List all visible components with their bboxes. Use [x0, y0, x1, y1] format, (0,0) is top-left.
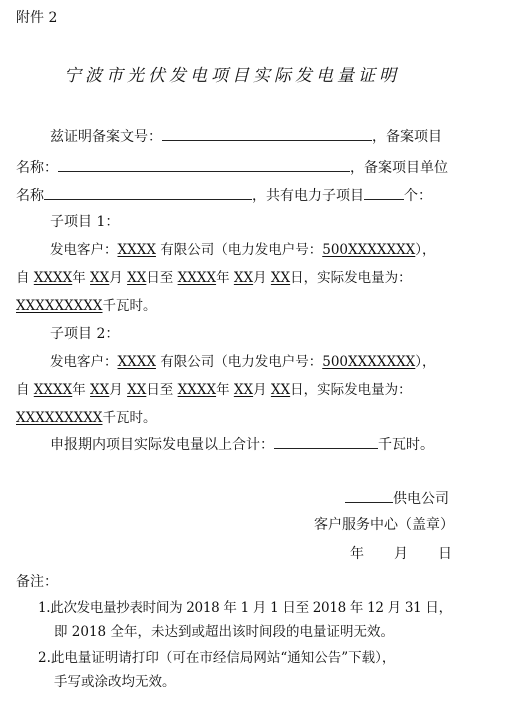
company-name: XXXX — [117, 242, 156, 258]
period-from: 自 — [16, 382, 34, 398]
company-name: XXXX — [117, 354, 156, 370]
end-day: XX — [270, 270, 291, 286]
notes-label: 备注： — [16, 574, 58, 590]
account-number: 500XXXXXXX — [322, 354, 416, 370]
tail-text: 日，实际发电量为： — [290, 270, 412, 286]
date-line — [350, 544, 452, 564]
start-month: XX — [90, 382, 110, 398]
account-number: 500XXXXXXX — [322, 242, 416, 258]
note-2-line-1: 2.此电量证明请打印（可在市经信局网站“通知公告”下载）， — [38, 650, 396, 666]
unit-name-label: 名称 — [16, 188, 44, 204]
subitem-1-customer-line — [50, 240, 436, 260]
supplier-company-field[interactable] — [345, 488, 393, 503]
subitem-1-period-line — [16, 268, 412, 288]
year-text: 年 — [72, 270, 86, 286]
date-year: 年 — [350, 546, 364, 562]
supplier-company-line — [345, 488, 449, 509]
start-year: XXXX — [33, 270, 73, 286]
total-label: 申报期内项目实际发电量以上合计： — [50, 437, 274, 453]
year-text: 年 — [72, 382, 86, 398]
total-field[interactable] — [274, 434, 378, 449]
start-day: XX — [127, 382, 147, 398]
customer-suffix: ）， — [415, 354, 436, 370]
customer-label: 发电客户： — [50, 354, 118, 370]
intro-line-2 — [16, 157, 448, 178]
note-1-line-2: 即 2018 全年，未达到或超出该时间段的电量证明无效。 — [54, 624, 394, 640]
subitem-2-customer-line — [50, 352, 436, 372]
project-unit-label-part1: ，备案项目单位 — [350, 160, 448, 176]
company-mid: 有限公司（电力发电户号： — [155, 354, 323, 370]
energy-amount: XXXXXXXXX — [16, 298, 103, 314]
start-month: XX — [90, 270, 110, 286]
customer-label: 发电客户： — [50, 242, 118, 258]
month-text: 月 — [109, 382, 123, 398]
note-1-line-1: 1.此次发电量抄表时间为 2018 年 1 月 1 日至 2018 年 12 月 31 日， — [38, 600, 452, 616]
attachment-label: 附件 2 — [16, 10, 58, 26]
day-to-text: 日至 — [146, 270, 174, 286]
subitem-1-amount-line — [16, 296, 157, 316]
end-month: XX — [233, 270, 254, 286]
month-text: 月 — [109, 270, 123, 286]
subitem-2-heading: 子项目 2： — [50, 326, 120, 342]
end-year: XXXX — [177, 382, 217, 398]
filing-number-field[interactable] — [162, 126, 372, 141]
project-name-field[interactable] — [58, 157, 350, 172]
subitem-2-amount-line — [16, 408, 157, 428]
company-mid: 有限公司（电力发电户号： — [155, 242, 323, 258]
period-from: 自 — [16, 270, 34, 286]
month-text-2: 月 — [253, 382, 267, 398]
day-to-text: 日至 — [146, 382, 174, 398]
subitem-count-field[interactable] — [364, 185, 404, 200]
total-unit: 千瓦时。 — [378, 437, 434, 453]
service-center-label: 客户服务中心（盖章） — [314, 517, 454, 533]
intro-line-1 — [50, 126, 442, 147]
energy-amount: XXXXXXXXX — [16, 410, 103, 426]
year-text-2: 年 — [216, 382, 230, 398]
start-year: XXXX — [33, 382, 73, 398]
project-name-label: 名称： — [16, 160, 58, 176]
subitem-2-period-line — [16, 380, 412, 400]
date-month: 月 — [394, 546, 408, 562]
tail-text: 日，实际发电量为： — [290, 382, 412, 398]
intro-line-3 — [16, 185, 432, 206]
subitem-count-label: ，共有电力子项目 — [252, 188, 364, 204]
subitem-count-suffix: 个： — [404, 188, 432, 204]
note-2-line-2: 手写或涂改均无效。 — [54, 674, 176, 690]
start-day: XX — [127, 270, 147, 286]
unit-name-field[interactable] — [44, 185, 252, 200]
end-month: XX — [233, 382, 254, 398]
energy-unit: 千瓦时。 — [102, 410, 157, 426]
year-text-2: 年 — [216, 270, 230, 286]
month-text-2: 月 — [253, 270, 267, 286]
filing-number-label: 兹证明备案文号： — [50, 129, 162, 145]
customer-suffix: ）， — [415, 242, 436, 258]
project-label-part1: ，备案项目 — [372, 129, 442, 145]
end-year: XXXX — [177, 270, 217, 286]
supplier-company-label: 供电公司 — [393, 491, 449, 507]
total-line — [50, 434, 434, 455]
end-day: XX — [270, 382, 291, 398]
energy-unit: 千瓦时。 — [102, 298, 157, 314]
document-title: 宁波市光伏发电项目实际发电量证明 — [64, 66, 400, 86]
date-day: 日 — [438, 546, 452, 562]
subitem-1-heading: 子项目 1： — [50, 214, 120, 230]
